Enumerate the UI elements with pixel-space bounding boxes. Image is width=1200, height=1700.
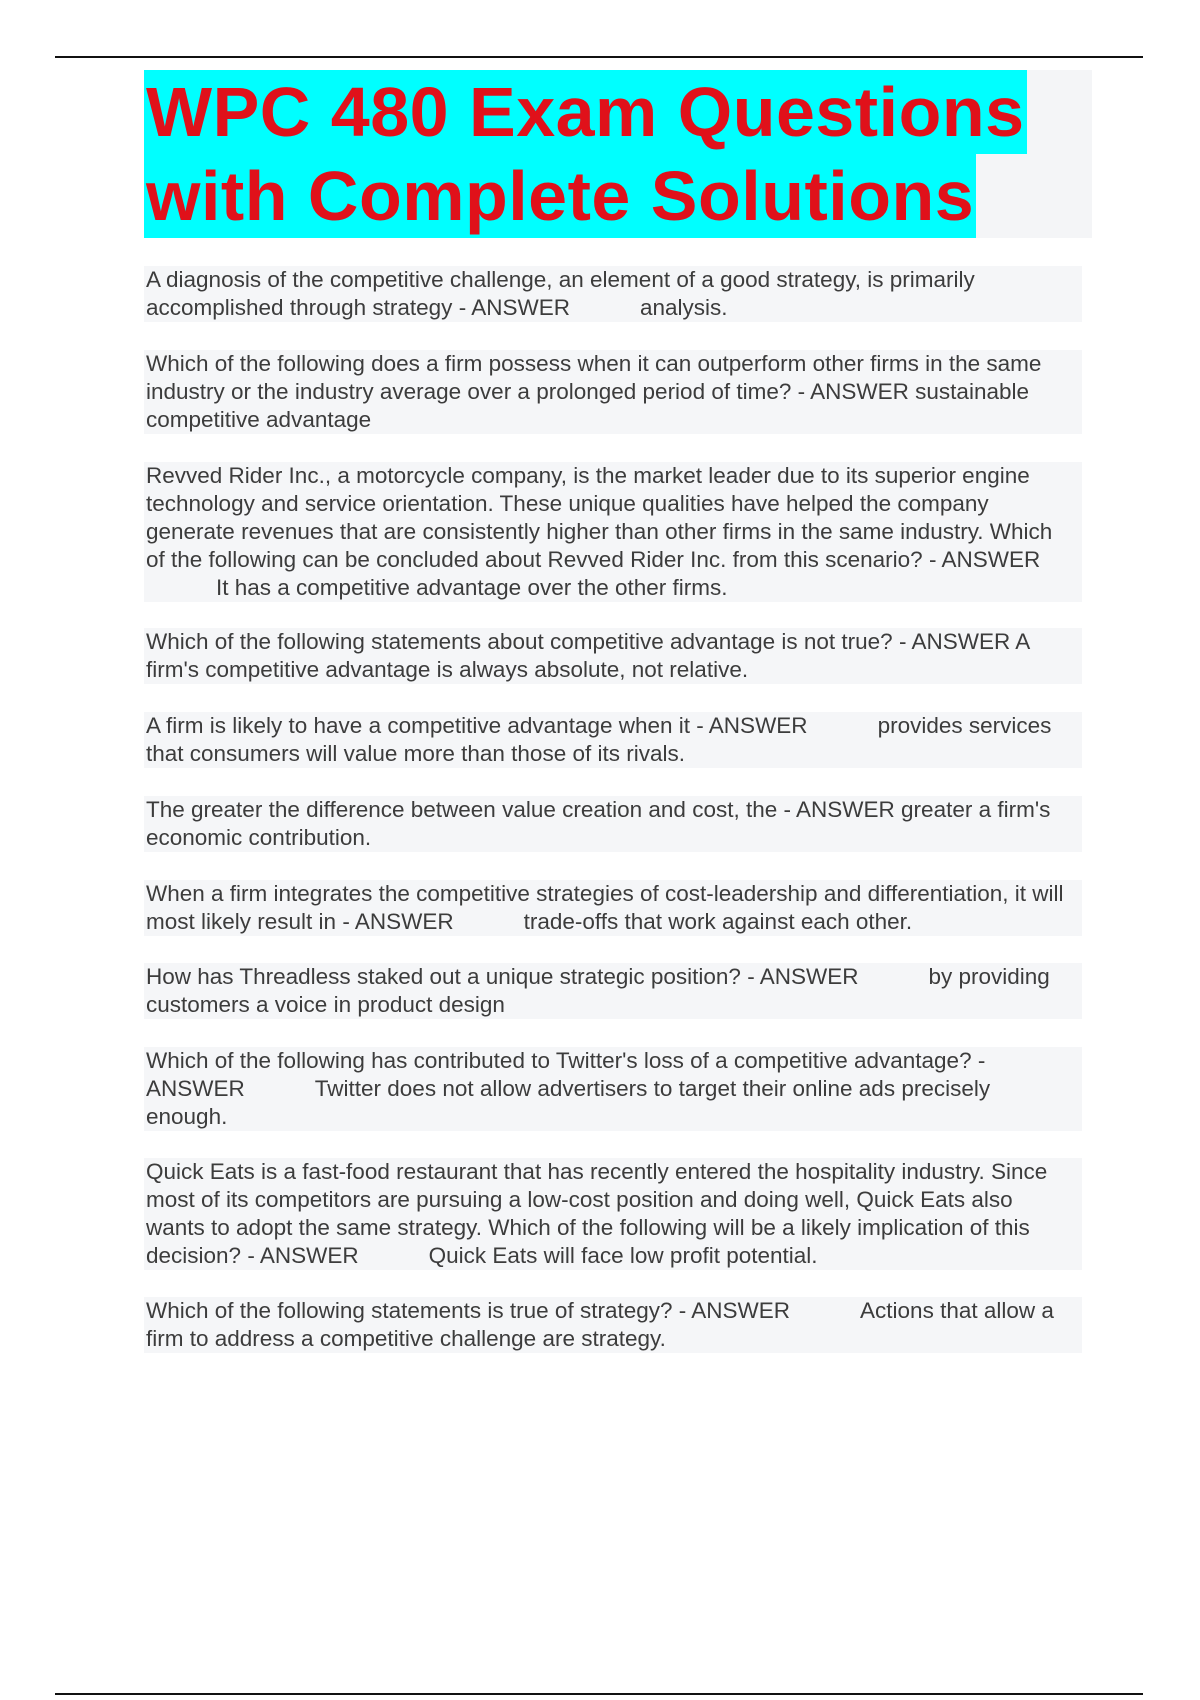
answer-text: Quick Eats will face low profit potential. bbox=[428, 1243, 818, 1268]
question-text: A firm is likely to have a competitive advantage when it bbox=[146, 713, 691, 738]
top-rule bbox=[55, 56, 1143, 58]
qa-item bbox=[144, 266, 1082, 322]
qa-item bbox=[144, 1047, 1082, 1131]
answer-text: greater a firm's economic contribution. bbox=[146, 797, 1051, 850]
qa-item bbox=[144, 628, 1082, 684]
bottom-rule bbox=[55, 1693, 1143, 1695]
answer-marker: - ANSWER bbox=[797, 379, 909, 404]
question-text: Which of the following statements is true of strategy? bbox=[146, 1298, 673, 1323]
question-text: When a firm integrates the competitive strategies of cost-leadership and differentiation, it will most likely result in bbox=[146, 881, 1064, 934]
question-text: Quick Eats is a fast-food restaurant that has recently entered the hospitality industry. Since most of its competitors are pursuing a low-cost position and doing well, Quick Eats also wants to adopt the same strategy. Which of the following will be a likely implication of this decision? bbox=[146, 1159, 1048, 1268]
qa-item bbox=[144, 1297, 1082, 1353]
answer-marker: - ANSWER bbox=[458, 295, 570, 320]
answer-marker: - ANSWER bbox=[342, 909, 454, 934]
qa-item bbox=[144, 963, 1082, 1019]
answer-marker: - ANSWER bbox=[247, 1243, 359, 1268]
answer-text: Actions that allow a firm to address a competitive challenge are strategy. bbox=[146, 1298, 1054, 1351]
answer-text: provides services that consumers will value more than those of its rivals. bbox=[146, 713, 1052, 766]
answer-marker: - ANSWER bbox=[696, 713, 808, 738]
title-line-1: WPC 480 Exam Questions bbox=[144, 70, 1027, 154]
document-title bbox=[144, 70, 1092, 238]
qa-item bbox=[144, 350, 1082, 434]
answer-marker: - ANSWER bbox=[747, 964, 859, 989]
answer-text: A firm's competitive advantage is always absolute, not relative. bbox=[146, 629, 1030, 682]
answer-marker: - ANSWER bbox=[783, 797, 895, 822]
answer-text: It has a competitive advantage over the other firms. bbox=[216, 575, 728, 600]
answer-text: Twitter does not allow advertisers to target their online ads precisely enough. bbox=[146, 1076, 991, 1129]
question-text: The greater the difference between value creation and cost, the bbox=[146, 797, 778, 822]
question-text: Which of the following statements about competitive advantage is not true? bbox=[146, 629, 893, 654]
answer-marker: - ANSWER bbox=[928, 547, 1041, 572]
qa-item bbox=[144, 1158, 1082, 1270]
qa-item bbox=[144, 796, 1082, 852]
answer-text: sustainable competitive advantage bbox=[146, 379, 1030, 432]
answer-marker: - ANSWER bbox=[678, 1298, 791, 1323]
question-text: Revved Rider Inc., a motorcycle company, is the market leader due to its superior engine technology and service orientation. These unique qualities have helped the company generate revenues that are consistently higher than other firms in the same industry. Which of the following can be concluded about Revved Rider Inc. from this scenario? bbox=[146, 463, 1053, 572]
qa-item bbox=[144, 712, 1082, 768]
answer-marker: - ANSWER bbox=[146, 1048, 986, 1101]
qa-item bbox=[144, 462, 1082, 602]
answer-text: trade-offs that work against each other. bbox=[523, 909, 913, 934]
question-text: Which of the following does a firm possess when it can outperform other firms in the same industry or the industry average over a prolonged period of time? bbox=[146, 351, 1042, 404]
question-text: A diagnosis of the competitive challenge, an element of a good strategy, is primarily accomplished through strategy bbox=[146, 267, 975, 320]
title-line-2: with Complete Solutions bbox=[144, 154, 976, 238]
answer-marker: - ANSWER bbox=[898, 629, 1011, 654]
question-text: How has Threadless staked out a unique strategic position? bbox=[146, 964, 741, 989]
qa-item bbox=[144, 880, 1082, 936]
answer-text: by providing customers a voice in product design bbox=[146, 964, 1050, 1017]
question-text: Which of the following has contributed to Twitter's loss of a competitive advantage? bbox=[146, 1048, 972, 1073]
answer-text: analysis. bbox=[639, 295, 728, 320]
